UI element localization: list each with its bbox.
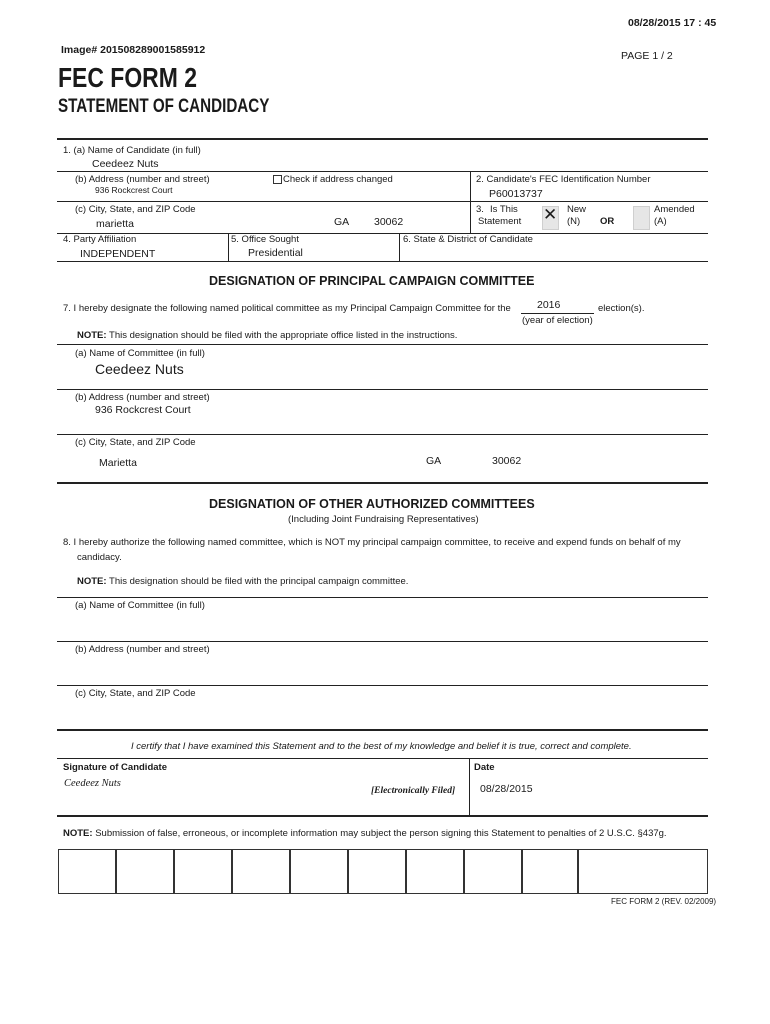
office-use-cell [406, 849, 464, 894]
x-mark-icon: ✕ [543, 205, 558, 224]
office-use-cell [578, 849, 708, 894]
date-value[interactable]: 08/28/2015 [480, 783, 533, 795]
committee-zip-value[interactable]: 30062 [492, 455, 522, 467]
statement-label-2: Statement [478, 216, 522, 227]
office-use-cell [522, 849, 578, 894]
office-use-cell [464, 849, 522, 894]
item8-line2: candidacy. [77, 552, 122, 563]
form-subtitle: STATEMENT OF CANDIDACY [58, 96, 270, 117]
other-note-text: This designation should be filed with the principal campaign committee. [109, 576, 409, 587]
rule [57, 171, 708, 172]
candidate-state-value[interactable]: GA [334, 216, 350, 228]
form-revision: FEC FORM 2 (REV. 02/2009) [611, 897, 717, 906]
rule [57, 685, 708, 686]
certification-text: I certify that I have examined this Statement and to the best of my knowledge and belief it is true, correct and complete. [131, 741, 632, 752]
rule [57, 482, 708, 484]
note-text: This designation should be filed with the appropriate office listed in the instructions. [109, 330, 458, 341]
address-changed-label: Check if address changed [283, 174, 393, 185]
office-use-cell [116, 849, 174, 894]
party-label: 4. Party Affiliation [63, 234, 137, 245]
penalty-label: NOTE: [63, 828, 93, 839]
new-label: New [567, 204, 587, 215]
office-use-cell [290, 849, 348, 894]
address-changed-checkbox[interactable] [273, 175, 282, 184]
office-use-cell [174, 849, 232, 894]
committee-city-label: (c) City, State, and ZIP Code [75, 437, 196, 448]
rule [57, 344, 708, 345]
committee-city-value[interactable]: Marietta [99, 457, 137, 469]
year-caption: (year of election) [522, 315, 593, 326]
form-title: FEC FORM 2 [58, 62, 198, 93]
column-divider [228, 233, 229, 261]
new-code: (N) [567, 216, 581, 227]
rule [57, 815, 708, 817]
other-subheading: (Including Joint Fundraising Representatives) [288, 514, 479, 525]
office-use-cell [58, 849, 116, 894]
note-label: NOTE: [77, 330, 107, 341]
party-value[interactable]: INDEPENDENT [80, 248, 156, 260]
candidate-city-label: (c) City, State, and ZIP Code [75, 204, 196, 215]
rule [57, 201, 708, 202]
signature-value[interactable]: Ceedeez Nuts [64, 778, 121, 789]
item8-line1: 8. I hereby authorize the following named committee, which is NOT my principal campaign committee, to receive and expend funds on behalf of my [63, 537, 681, 548]
amended-label: Amended [654, 204, 695, 215]
or-label: OR [600, 216, 615, 227]
committee-name-value[interactable]: Ceedeez Nuts [95, 361, 184, 377]
candidate-name-value[interactable]: Ceedeez Nuts [92, 158, 159, 170]
penalty-text: Submission of false, erroneous, or incomplete information may subject the person signing this Statement to penalties of 2 U.S.C. §437g. [95, 828, 667, 839]
amended-code: (A) [654, 216, 667, 227]
rule [57, 729, 708, 731]
other-note-label: NOTE: [77, 576, 107, 587]
other-address-label: (b) Address (number and street) [75, 644, 210, 655]
fec-id-label: 2. Candidate's FEC Identification Number [476, 174, 651, 185]
statement-label-1: Is This [490, 204, 518, 215]
committee-address-value[interactable]: 936 Rockcrest Court [95, 404, 191, 416]
rule [57, 389, 708, 390]
amended-checkbox[interactable] [633, 206, 650, 230]
candidate-address-value[interactable]: 936 Rockcrest Court [95, 185, 173, 195]
committee-address-label: (b) Address (number and street) [75, 392, 210, 403]
electronically-filed: [Electronically Filed] [371, 786, 456, 796]
office-value[interactable]: Presidential [248, 247, 303, 259]
candidate-name-label: 1. (a) Name of Candidate (in full) [63, 145, 201, 156]
other-city-label: (c) City, State, and ZIP Code [75, 688, 196, 699]
statement-number: 3. [476, 204, 484, 215]
candidate-zip-value[interactable]: 30062 [374, 216, 404, 228]
column-divider [469, 758, 470, 815]
rule [57, 641, 708, 642]
fec-id-value[interactable]: P60013737 [489, 188, 543, 200]
column-divider [399, 233, 400, 261]
timestamp: 08/28/2015 17 : 45 [628, 17, 717, 29]
column-divider [470, 171, 471, 233]
rule [57, 261, 708, 262]
date-label: Date [474, 762, 495, 773]
other-name-label: (a) Name of Committee (in full) [75, 600, 205, 611]
rule [57, 233, 708, 234]
office-label: 5. Office Sought [231, 234, 299, 245]
principal-heading: DESIGNATION OF PRINCIPAL CAMPAIGN COMMITTEE [209, 274, 535, 288]
rule [57, 434, 708, 435]
other-heading: DESIGNATION OF OTHER AUTHORIZED COMMITTEES [209, 497, 535, 511]
candidate-city-value[interactable]: marietta [96, 218, 134, 230]
item7-text: 7. I hereby designate the following named political committee as my Principal Campaign Committee for the [63, 303, 511, 314]
image-number: Image# 201508289001585912 [61, 44, 206, 56]
rule [57, 138, 708, 140]
committee-state-value[interactable]: GA [426, 455, 442, 467]
election-suffix: election(s). [598, 303, 645, 314]
signature-label: Signature of Candidate [63, 762, 167, 773]
state-district-label: 6. State & District of Candidate [403, 234, 533, 245]
page-number: PAGE 1 / 2 [621, 50, 673, 62]
office-use-cell [232, 849, 290, 894]
candidate-address-label: (b) Address (number and street) [75, 174, 210, 185]
rule [521, 313, 594, 314]
committee-name-label: (a) Name of Committee (in full) [75, 348, 205, 359]
rule [57, 597, 708, 598]
election-year[interactable]: 2016 [537, 299, 561, 311]
office-use-cell [348, 849, 406, 894]
rule [57, 758, 708, 759]
